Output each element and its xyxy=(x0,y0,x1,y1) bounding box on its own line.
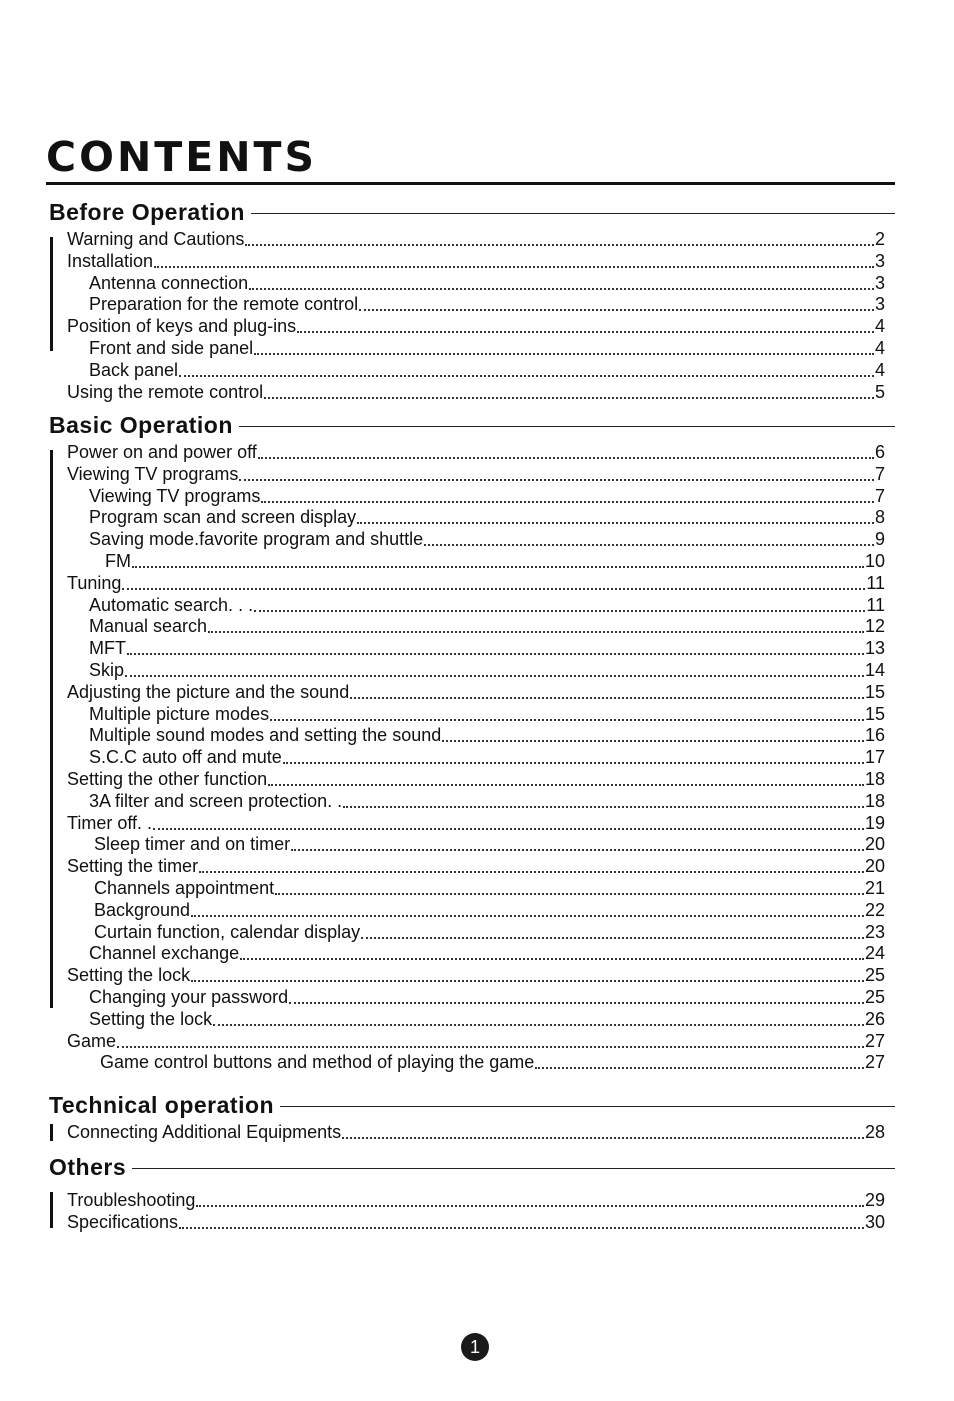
toc-entry-page: 15 xyxy=(864,681,885,702)
toc-entry xyxy=(67,747,885,769)
toc-entry xyxy=(67,294,885,316)
toc-entry xyxy=(67,382,885,404)
toc-entry-title: Saving mode.favorite program and shuttle xyxy=(89,529,424,550)
toc-entry-page: 25 xyxy=(864,965,885,986)
dot-leader xyxy=(342,1122,864,1139)
toc-entry-page: 5 xyxy=(874,381,885,402)
toc-entry-title: Multiple picture modes xyxy=(89,703,270,724)
toc-entry xyxy=(67,1031,885,1053)
toc-entry xyxy=(67,769,885,791)
toc-entry-title: Game xyxy=(67,1030,117,1051)
toc-entry-page: 23 xyxy=(864,921,885,942)
toc-entry xyxy=(67,725,885,747)
toc-entry-title: MFT xyxy=(89,638,126,659)
toc-entry-page: 8 xyxy=(874,507,885,528)
section-rule xyxy=(251,213,895,214)
toc-entry-page: 3 xyxy=(874,250,885,271)
toc-entry-title: Using the remote control xyxy=(67,381,264,402)
dot-leader xyxy=(261,486,874,503)
toc-entry-page: 17 xyxy=(864,747,885,768)
toc-entry-title: S.C.C auto off and mute xyxy=(89,747,282,768)
toc-entry-page: 7 xyxy=(874,485,885,506)
section-rule xyxy=(280,1106,895,1107)
toc-entry xyxy=(67,529,885,551)
dot-leader xyxy=(297,316,874,333)
toc-entry xyxy=(67,273,885,295)
toc-entry-page: 11 xyxy=(866,594,885,615)
toc-entry xyxy=(67,229,885,251)
toc-entry-title: Specifications xyxy=(67,1211,179,1232)
dot-leader xyxy=(535,1052,864,1069)
toc-entry-page: 10 xyxy=(864,550,885,571)
toc-entry xyxy=(67,878,885,900)
toc-entry-title: Background xyxy=(94,899,191,920)
toc-entry-page: 9 xyxy=(874,529,885,550)
toc-entry xyxy=(67,660,885,682)
toc-entry xyxy=(67,965,885,987)
toc-entry xyxy=(67,1122,885,1144)
toc-entry xyxy=(67,704,885,726)
section-others xyxy=(49,1154,895,1234)
page-number-badge: 1 xyxy=(461,1333,489,1361)
dot-leader xyxy=(240,943,864,960)
section-heading-label: Before Operation xyxy=(49,198,245,225)
dot-leader xyxy=(199,856,864,873)
dot-leader xyxy=(117,1031,864,1048)
dot-leader xyxy=(191,900,864,917)
toc-entry-title: Channels appointment xyxy=(94,877,275,898)
toc-entry-page: 18 xyxy=(864,790,885,811)
toc-entry-title: Connecting Additional Equipments xyxy=(67,1122,342,1142)
section-rule xyxy=(132,1168,895,1169)
toc-entry-title: Curtain function, calendar display xyxy=(94,921,361,942)
toc-entry-title: Changing your password xyxy=(89,986,289,1007)
dot-leader xyxy=(275,878,864,895)
toc-entry-title: Timer off. . xyxy=(67,812,153,833)
dot-leader xyxy=(270,704,864,721)
dot-leader xyxy=(359,294,874,311)
toc-entry-page: 26 xyxy=(864,1008,885,1029)
toc-list xyxy=(49,229,895,403)
toc-entry-title: Setting the lock xyxy=(67,965,191,986)
dot-leader xyxy=(179,1212,864,1229)
dot-leader xyxy=(268,769,864,786)
toc-entry-page: 27 xyxy=(864,1052,885,1073)
dot-leader xyxy=(154,251,874,268)
toc-entry xyxy=(67,900,885,922)
toc-entry-page: 13 xyxy=(864,638,885,659)
section-bar xyxy=(50,450,53,1008)
toc-entry-page: 3 xyxy=(874,272,885,293)
dot-leader xyxy=(361,922,864,939)
toc-entry xyxy=(67,638,885,660)
toc-entry xyxy=(67,1052,885,1074)
toc-entry xyxy=(67,682,885,704)
section-heading-label: Others xyxy=(49,1153,127,1180)
toc-entry-page: 21 xyxy=(864,877,885,898)
toc-list xyxy=(49,1122,895,1144)
toc-entry-title: Viewing TV programs xyxy=(89,485,261,506)
toc-entry xyxy=(67,338,885,360)
toc-list xyxy=(49,442,895,1074)
section-heading-label: Technical operation xyxy=(49,1091,275,1118)
dot-leader xyxy=(254,338,874,355)
toc-entry xyxy=(67,360,885,382)
toc-entry xyxy=(67,442,885,464)
toc-entry-title: Setting the lock xyxy=(89,1008,213,1029)
toc-entry-title: FM xyxy=(105,550,131,571)
section-bar xyxy=(50,1192,53,1228)
toc-entry-title: Manual search xyxy=(89,616,208,637)
toc-entry xyxy=(67,813,885,835)
dot-leader xyxy=(291,834,864,851)
toc-entry-page: 28 xyxy=(864,1122,885,1142)
dot-leader xyxy=(264,382,874,399)
toc-entry xyxy=(67,595,885,617)
toc-entry-page: 18 xyxy=(864,768,885,789)
dot-leader xyxy=(132,551,864,568)
toc-entry xyxy=(67,551,885,573)
toc-entry-page: 29 xyxy=(864,1190,885,1210)
toc-entry-page: 14 xyxy=(864,659,885,680)
dot-leader xyxy=(350,682,864,699)
dot-leader xyxy=(213,1009,864,1026)
toc-entry xyxy=(67,1212,885,1234)
toc-entry-page: 6 xyxy=(874,442,885,462)
dot-leader xyxy=(122,573,865,590)
dot-leader xyxy=(343,791,864,808)
toc-entry-page: 24 xyxy=(864,943,885,964)
toc-entry-title: Warning and Cautions xyxy=(67,229,245,249)
section-basic-operation xyxy=(49,412,895,1074)
toc-entry-page: 12 xyxy=(864,616,885,637)
toc-entry xyxy=(67,1009,885,1031)
dot-leader xyxy=(442,725,864,742)
toc-entry xyxy=(67,856,885,878)
toc-entry-title: Viewing TV programs xyxy=(67,463,239,484)
toc-entry-page: 3 xyxy=(874,294,885,315)
section-heading xyxy=(49,1154,895,1180)
section-bar xyxy=(50,1124,53,1141)
toc-entry-title: Front and side panel xyxy=(89,337,254,358)
toc-entry-title: Troubleshooting xyxy=(67,1190,196,1210)
toc-entry-title: Sleep timer and on timer xyxy=(94,834,291,855)
toc-entry-page: 15 xyxy=(864,703,885,724)
toc-entry-title: Antenna connection xyxy=(89,272,249,293)
toc-entry xyxy=(67,791,885,813)
toc-entry xyxy=(67,251,885,273)
toc-entry-title: Skip xyxy=(89,659,125,680)
toc-entry-title: Position of keys and plug-ins xyxy=(67,316,297,337)
section-heading xyxy=(49,412,895,438)
toc-entry-page: 27 xyxy=(864,1030,885,1051)
section-heading-label: Basic Operation xyxy=(49,411,233,438)
toc-entry-title: Preparation for the remote control xyxy=(89,294,359,315)
toc-entry-title: Adjusting the picture and the sound xyxy=(67,681,350,702)
toc-entry-title: Back panel xyxy=(89,359,179,380)
dot-leader xyxy=(196,1190,864,1207)
dot-leader xyxy=(357,507,874,524)
toc-entry-page: 25 xyxy=(864,986,885,1007)
toc-entry xyxy=(67,943,885,965)
toc-entry-page: 4 xyxy=(874,359,885,380)
toc-entry-title: 3A filter and screen protection. . xyxy=(89,790,343,811)
toc-entry-title: Setting the timer xyxy=(67,856,199,877)
dot-leader xyxy=(125,660,864,677)
toc-entry-title: Power on and power off xyxy=(67,442,257,462)
dot-leader xyxy=(249,273,874,290)
section-heading xyxy=(49,1092,895,1118)
toc-list xyxy=(49,1190,895,1234)
dot-leader xyxy=(191,965,864,982)
toc-entry-page: 20 xyxy=(864,834,885,855)
toc-entry xyxy=(67,922,885,944)
toc-entry-page: 19 xyxy=(864,812,885,833)
dot-leader xyxy=(127,638,864,655)
dot-leader xyxy=(424,529,874,546)
toc-entry-title: Installation xyxy=(67,250,154,271)
dot-leader xyxy=(283,747,864,764)
toc-entry-title: Setting the other function xyxy=(67,768,268,789)
dot-leader xyxy=(179,360,874,377)
toc-entry-page: 16 xyxy=(864,725,885,746)
toc-entry-page: 30 xyxy=(864,1211,885,1232)
toc-entry xyxy=(67,316,885,338)
dot-leader xyxy=(254,595,865,612)
dot-leader xyxy=(239,464,874,481)
toc-entry xyxy=(67,507,885,529)
section-heading xyxy=(49,199,895,225)
toc-entry-title: Game control buttons and method of playing the game xyxy=(100,1052,535,1073)
page-title: CONTENTS xyxy=(46,133,318,181)
toc-entry-page: 22 xyxy=(864,899,885,920)
toc-entry-page: 2 xyxy=(874,229,885,249)
title-rule xyxy=(46,182,895,185)
toc-entry xyxy=(67,834,885,856)
toc-entry-title: Tuning xyxy=(67,572,122,593)
dot-leader xyxy=(208,616,864,633)
toc-entry-title: Channel exchange xyxy=(89,943,240,964)
dot-leader xyxy=(289,987,864,1004)
toc-entry-page: 4 xyxy=(874,337,885,358)
section-before-operation xyxy=(49,199,895,403)
dot-leader xyxy=(153,813,864,830)
section-bar xyxy=(50,237,53,351)
toc-entry xyxy=(67,987,885,1009)
toc-entry-title: Program scan and screen display xyxy=(89,507,357,528)
toc-entry xyxy=(67,486,885,508)
toc-entry-page: 11 xyxy=(866,572,885,593)
dot-leader xyxy=(245,229,874,246)
toc-entry-title: Automatic search. . . xyxy=(89,594,254,615)
section-technical-operation xyxy=(49,1092,895,1144)
dot-leader xyxy=(258,442,874,459)
toc-entry xyxy=(67,573,885,595)
toc-entry-title: Multiple sound modes and setting the sound xyxy=(89,725,442,746)
toc-entry-page: 7 xyxy=(874,463,885,484)
toc-entry-page: 20 xyxy=(864,856,885,877)
section-rule xyxy=(239,426,895,427)
toc-entry xyxy=(67,616,885,638)
toc-entry xyxy=(67,464,885,486)
toc-entry xyxy=(67,1190,885,1212)
toc-entry-page: 4 xyxy=(874,316,885,337)
